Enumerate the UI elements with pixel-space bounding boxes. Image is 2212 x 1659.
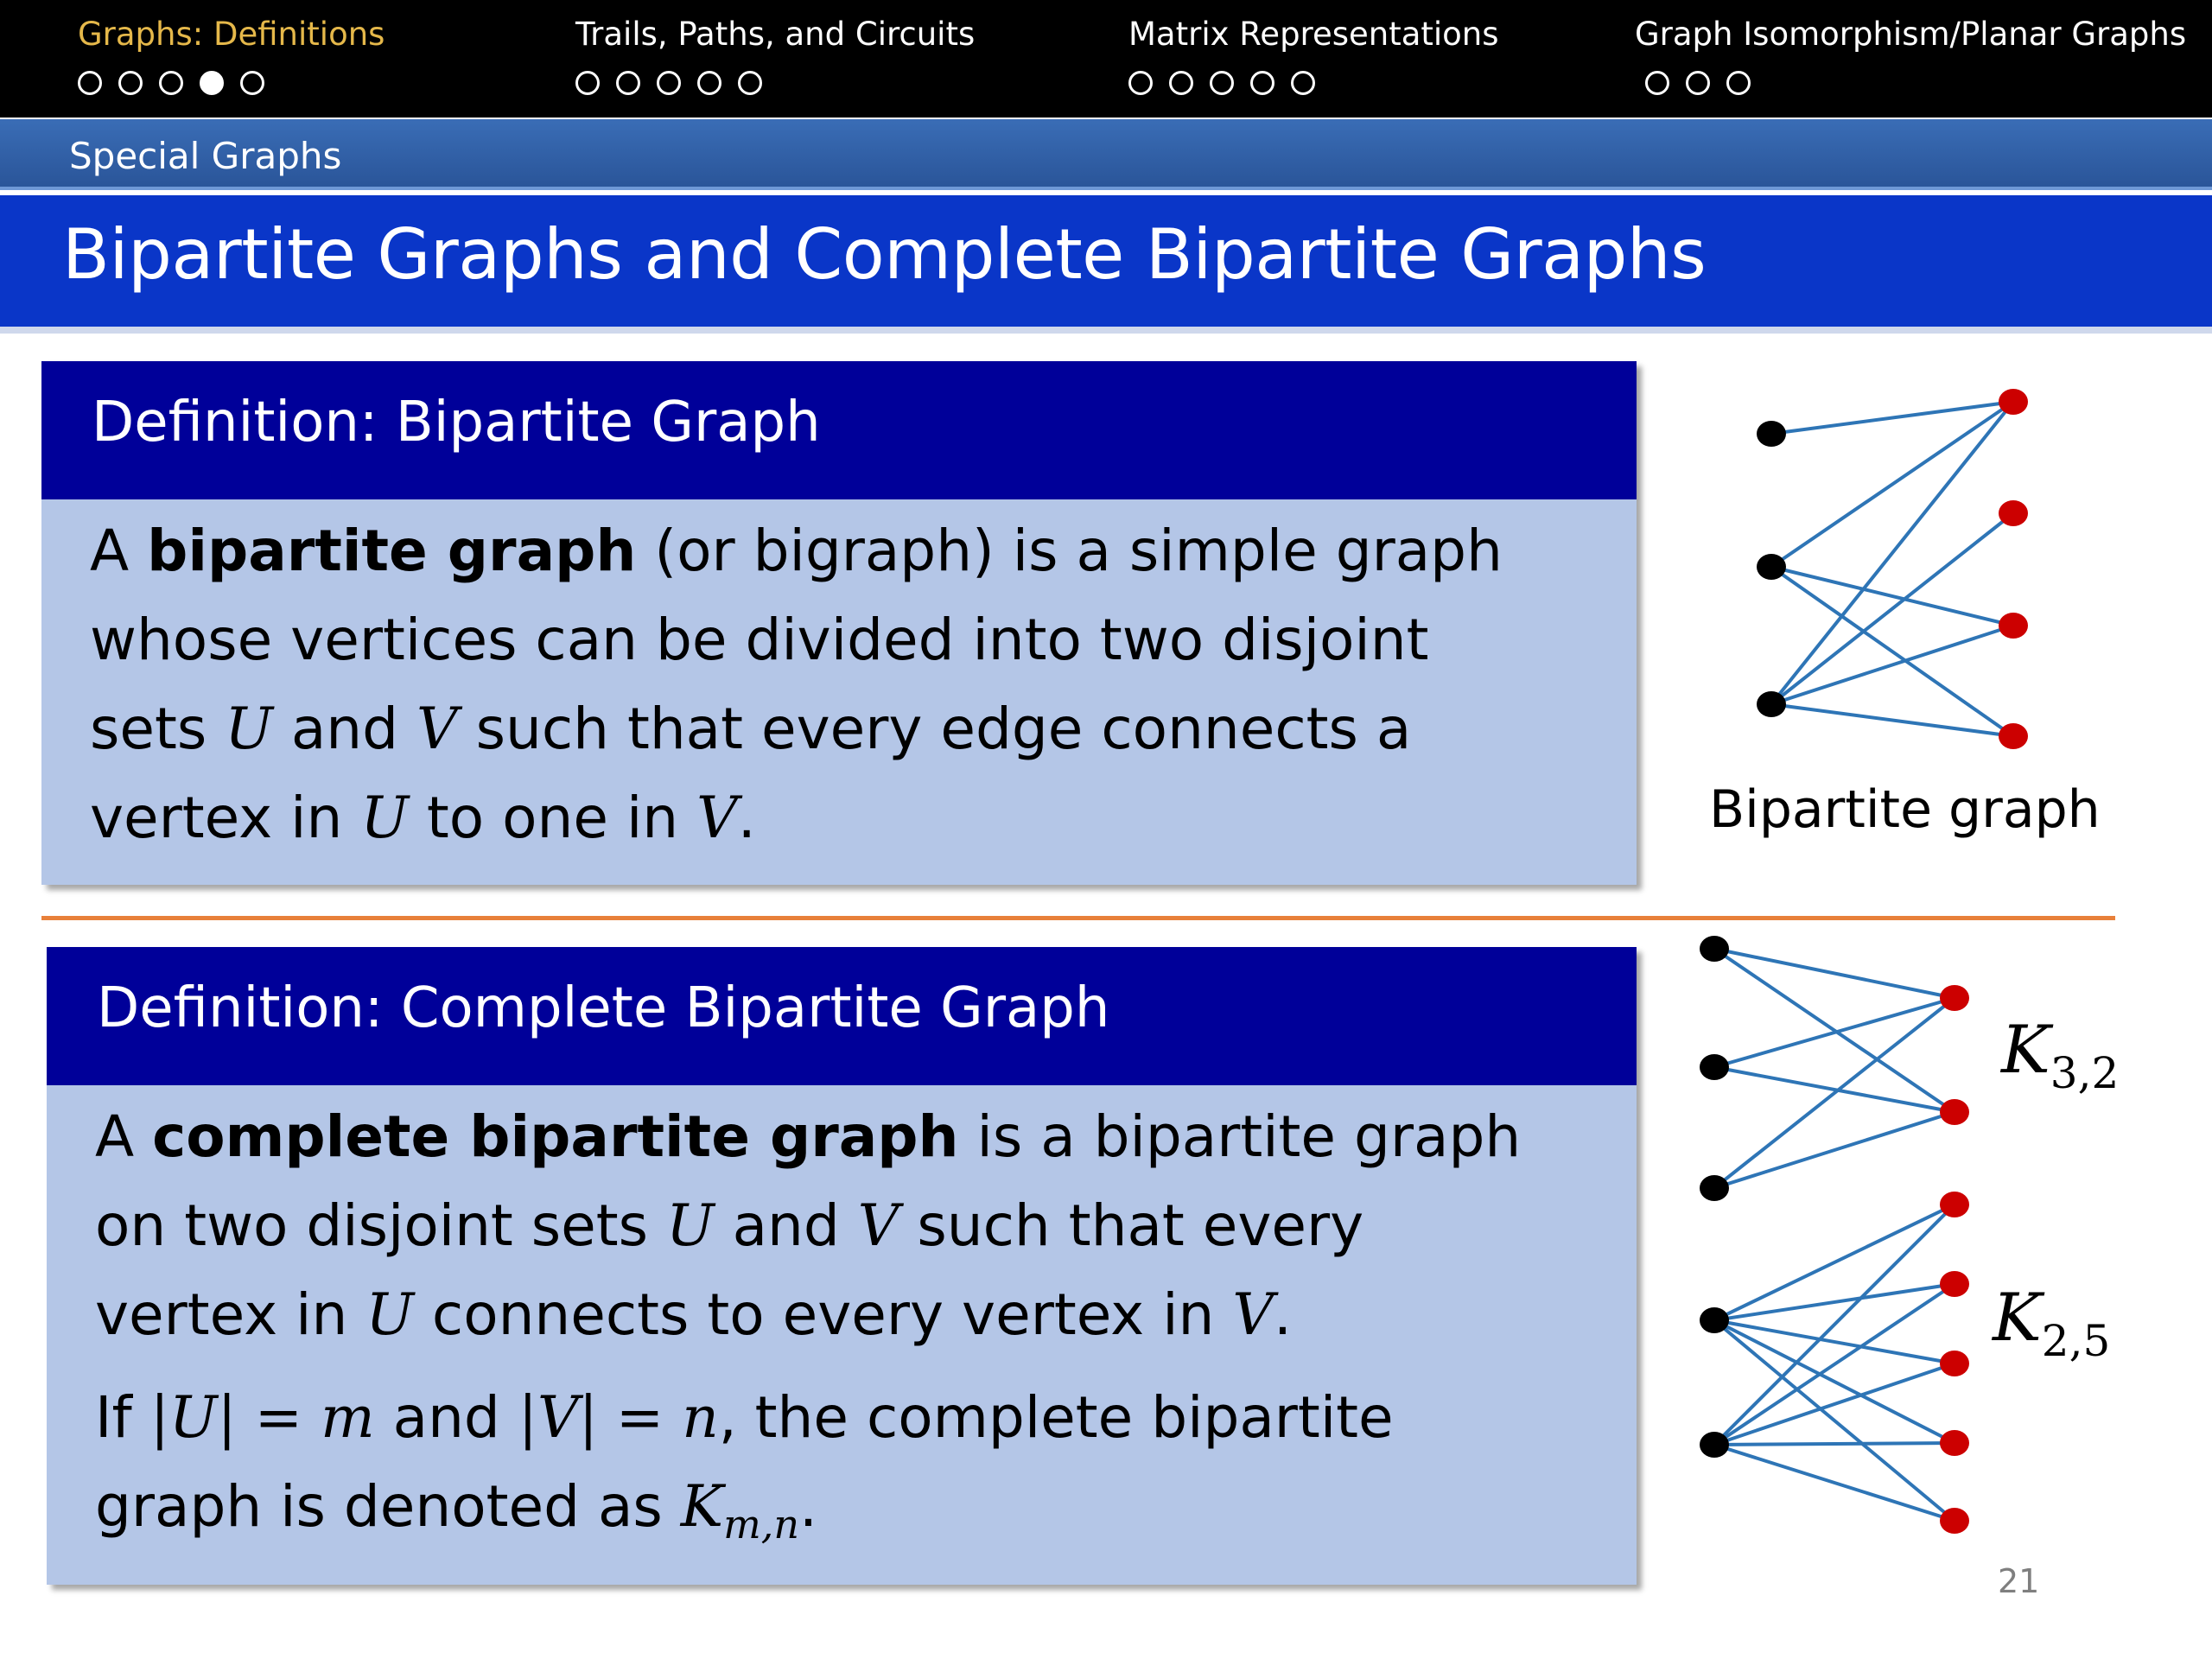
text-run: If: [95, 1384, 150, 1451]
k25-label: [1993, 1279, 2110, 1366]
k25-edge: [1714, 1445, 1955, 1521]
bold-term: complete bipartite graph: [152, 1103, 959, 1170]
vertex-U: [1700, 1307, 1729, 1333]
text-run: (or bigraph) is a simple graph: [636, 518, 1503, 584]
math-var-U: U: [225, 696, 273, 762]
vertex-U: [1757, 421, 1786, 447]
vertex-U: [1757, 691, 1786, 717]
vertex-U: [1700, 936, 1729, 962]
bipartite-edge: [1771, 626, 2013, 704]
math-var-V: V: [1232, 1281, 1274, 1348]
math-var-U: U: [666, 1192, 715, 1259]
k25-edge: [1714, 1443, 1955, 1445]
text-run: A: [90, 518, 148, 584]
text-run: on two disjoint sets: [95, 1192, 666, 1259]
vertex-V: [1940, 1099, 1969, 1125]
k25-edge: [1714, 1363, 1955, 1445]
k32-edge: [1714, 998, 1955, 1188]
text-run: and: [714, 1192, 858, 1259]
vertex-V: [1940, 1351, 1969, 1376]
k32-label: [2001, 1011, 2119, 1098]
page-number: 21: [1998, 1562, 2040, 1600]
vertex-U: [1757, 554, 1786, 580]
k-subscript: 2,5: [2041, 1316, 2111, 1366]
vertex-V: [1999, 613, 2028, 639]
math-var-V: V: [696, 785, 738, 851]
text-run: and: [374, 1384, 518, 1451]
vertex-V: [1999, 389, 2028, 415]
math-subscript-mn: m,n: [723, 1501, 799, 1548]
text-run: .: [798, 1473, 817, 1540]
text-run: sets: [90, 696, 226, 762]
text-run: such that every edge connects a: [457, 696, 1412, 762]
vertex-V: [1999, 500, 2028, 526]
vertex-U: [1700, 1054, 1729, 1080]
definition-heading: Definition: Complete Bipartite Graph: [97, 976, 1110, 1040]
text-run: , the complete bipartite: [718, 1384, 1394, 1451]
text-run: graph is denoted as: [95, 1473, 681, 1540]
math-var-U: U: [360, 785, 409, 851]
k32-edge: [1714, 1112, 1955, 1188]
text-run: vertex in: [95, 1281, 366, 1348]
math-var-n: n: [682, 1384, 719, 1451]
math-var-V: V: [857, 1192, 899, 1259]
k32-edge: [1714, 998, 1955, 1067]
bold-term: bipartite graph: [147, 518, 637, 584]
vertex-V: [1940, 1430, 1969, 1456]
text-run: A: [95, 1103, 153, 1170]
k-symbol: K: [2001, 1011, 2050, 1088]
text-run: vertex in: [90, 785, 361, 851]
text-run: whose vertices can be divided into two disjoint: [90, 607, 1429, 673]
nav-section-label[interactable]: Trails, Paths, and Circuits: [575, 16, 976, 53]
nav-section-label[interactable]: Graph Isomorphism/Planar Graphs: [1635, 16, 2187, 53]
vertex-V: [1940, 1271, 1969, 1297]
k25-edge: [1714, 1320, 1955, 1443]
bipartite-edge: [1771, 567, 2013, 626]
text-run: is a bipartite graph: [958, 1103, 1522, 1170]
bipartite-edge: [1771, 567, 2013, 736]
bipartite-edge: [1771, 402, 2013, 704]
bipartite-edge: [1771, 402, 2013, 434]
text-run: such that every: [899, 1192, 1364, 1259]
bipartite-graph-caption: Bipartite graph: [1709, 779, 2101, 840]
vertex-U: [1700, 1432, 1729, 1458]
k25-edge: [1714, 1205, 1955, 1445]
math-equals: =: [597, 1384, 683, 1451]
nav-section-label[interactable]: Matrix Representations: [1128, 16, 1499, 53]
text-run: to one in: [408, 785, 697, 851]
math-var-m: m: [321, 1384, 375, 1451]
math-abs-U: |U|: [149, 1384, 237, 1451]
math-var-V: V: [416, 696, 458, 762]
text-run: and: [272, 696, 416, 762]
vertex-V: [1940, 1508, 1969, 1534]
text-run: .: [737, 785, 756, 851]
text-run: .: [1274, 1281, 1293, 1348]
vertex-V: [1999, 723, 2028, 749]
vertex-V: [1940, 985, 1969, 1011]
slide-title: Bipartite Graphs and Complete Bipartite Graphs: [62, 214, 1707, 295]
vertex-V: [1940, 1192, 1969, 1217]
k-symbol: K: [1993, 1279, 2042, 1356]
text-run: connects to every vertex in: [413, 1281, 1233, 1348]
math-var-U: U: [365, 1281, 414, 1348]
nav-section-label[interactable]: Graphs: Definitions: [78, 16, 385, 53]
math-equals: =: [236, 1384, 321, 1451]
vertex-U: [1700, 1175, 1729, 1201]
math-abs-V: |V|: [518, 1384, 598, 1451]
subsection-title: Special Graphs: [69, 135, 342, 177]
k-subscript: 3,2: [2050, 1048, 2120, 1098]
math-var-K: K: [680, 1473, 724, 1540]
definition-heading: Definition: Bipartite Graph: [92, 391, 821, 454]
